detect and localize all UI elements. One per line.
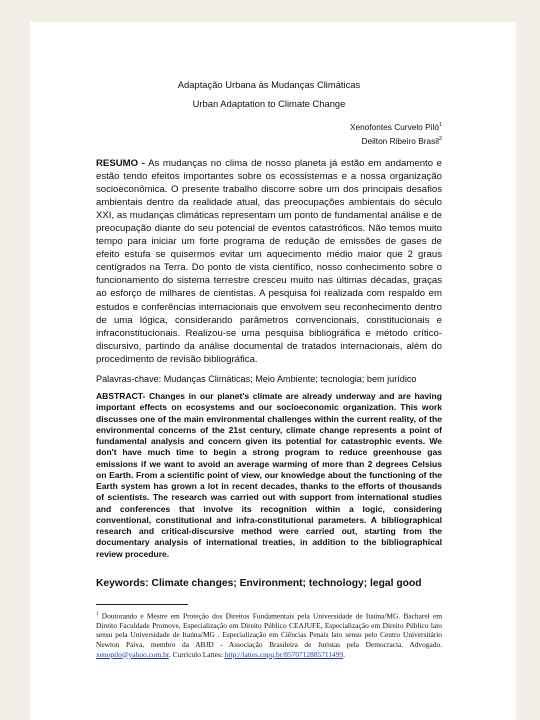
author-2-name: Deilton Ribeiro Brasil	[361, 135, 439, 146]
document-page	[30, 22, 516, 720]
title-portuguese: Adaptação Urbana às Mudanças Climáticas	[177, 79, 361, 90]
resumo-text: As mudanças no clima de nosso planeta já estão em andamento e estão tendo efeitos importantes sobre os ecossistemas e a nossa organização socioeconômica. O presente trabalho discorre sobre um dos principais desafios ambientais dentro da realidade atual, das preocupações ambientais do século XXI, as mudanças climáticas representam um ponto de fundamental análise e de preocupação diante do seu potencial de eventos catastróficos. Não temos muito tempo para iniciar um forte programa de redução de emissões de gases de efeito estufa se quisermos evitar um aquecimento médio maior que 2 graus centígrados na Terra. Do ponto de vista científico, nosso conhecimento sobre o funcionamento do sistema terrestre cresceu muito nas últimas décadas, graças ao esforço de milhares de cientistas. A pesquisa foi realizada com respaldo em estudos e conferências internacionais que envolvem seu reconhecimento dentro de uma lógica, considerando parâmetros convencionais, constitucionais e infraconstitucionais. Realizou-se uma pesquisa bibliográfica e método crítico-discursivo, partindo da análise documental de tratados internacionais, além do procedimento de revisão bibliográfica.	[96, 157, 443, 365]
footnote-email-link[interactable]: xenopilo@yahoo.com.br	[96, 649, 169, 659]
footnote-1-marker: 1	[96, 611, 99, 617]
paper-body	[96, 78, 442, 659]
author-list	[96, 119, 442, 147]
footnote-1-text: Doutorando e Mestre em Proteção dos Direitos Fundamentais pela Universidade de Itaúna/MG. Bacharel em Direito Faculdade Promove, Especialização em Direito Público CEAJUFE, Especialização em Direito Público lato sensu pela Universidade de Itaúna/MG . Especialização em Ciências Penais lato sensu pelo Centro Universitário Newton Paiva, membro da ABJD - Associação Brasileira de Juristas pela Democracia. Advogado.	[96, 611, 442, 650]
author-1-name: Xenofontes Curvelo Piló	[349, 121, 439, 132]
footnote-1-end: .	[343, 649, 345, 659]
footnote-1	[96, 610, 442, 659]
author-2-footnote-marker[interactable]: 2	[438, 135, 442, 142]
footnote-lattes-link[interactable]: http://lattes.cnpq.br/8570712885711499	[224, 649, 344, 659]
resumo-label: RESUMO -	[96, 157, 145, 169]
title-english: Urban Adaptation to Climate Change	[192, 98, 346, 109]
keywords: Keywords: Climate changes; Environment; technology; legal good	[96, 577, 422, 589]
author-2	[96, 133, 442, 147]
footnote-divider	[96, 604, 188, 605]
resumo-paragraph	[96, 157, 442, 367]
palavras-chave: Palavras-chave: Mudanças Climáticas; Meio Ambiente; tecnologia; bem jurídico	[96, 374, 417, 385]
abstract-paragraph: ABSTRACT- Changes in our planet's climate are already underway and are having important effects on ecosystems and our socioeconomic organization. This work discusses one of the main environmental challenges within the current reality, of the environmental concerns of the 21st century, climate change represents a point of fundamental analysis and concern given its potential for catastrophic events. We don't have much time to begin a strong program to reduce greenhouse gas emissions if we want to avoid an average warming of more than 2 degrees Celsius on Earth. From a scientific point of view, our knowledge about the functioning of the Earth system has grown a lot in recent decades, thanks to the efforts of thousands of scientists. The research was carried out with support from international studies and conferences that involve its recognition within a logic, considering conventional, constitutional and infra-constitutional parameters. A bibliographical research and critical-discursive method were carried out, starting from the documentary analysis of international treaties, in addition to the bibliographical review procedure.	[96, 391, 442, 559]
author-1-footnote-marker[interactable]: 1	[438, 122, 442, 128]
author-1	[96, 119, 442, 133]
footnote-1-mid: . Currículo Lattes:	[168, 649, 225, 659]
